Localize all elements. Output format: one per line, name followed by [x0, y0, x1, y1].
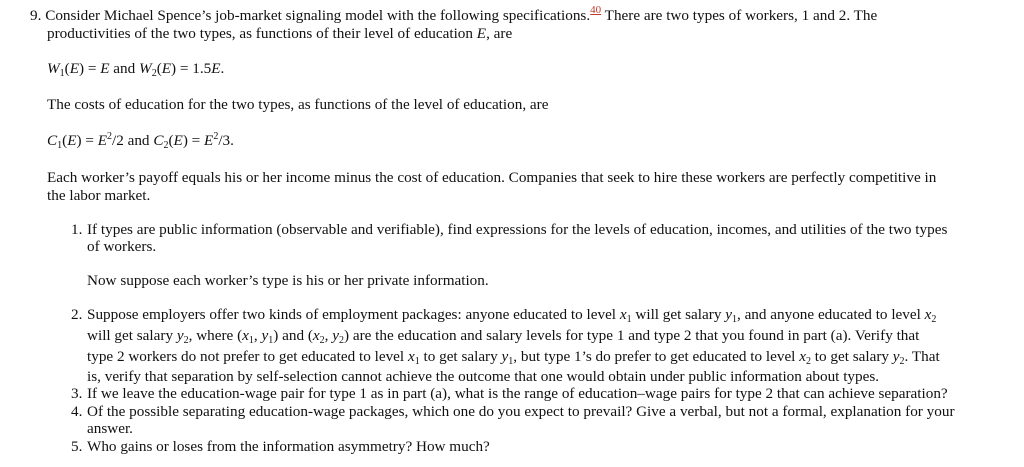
problem-intro: Consider Michael Spence’s job-market signaling model with the following specifications. — [45, 7, 591, 24]
productivity-equation — [47, 60, 224, 78]
q3-text: If we leave the education-wage pair for type 1 as in part (a), what is the range of education–wage pairs for type 2 that can achieve separation? — [87, 385, 948, 402]
q1-line-2: of workers. — [87, 238, 157, 255]
problem-intro-b: There are two types of workers, 1 and 2. The — [601, 7, 878, 24]
q2-line-1: Suppose employers offer two kinds of employment packages: anyone educated to level $x_1$ will get salary $y_1$, and anyone educated to level $x_2$ — [87, 306, 937, 325]
problem-line-2: productivities of the two types, as functions of their level of education E, are — [47, 25, 513, 42]
problem-number: 9. — [30, 7, 42, 24]
cost-eq-text: $C_1(E) = E^2/2$ and $C_2(E) = E^2/3$. — [47, 131, 234, 151]
private-info-text: Now suppose each worker’s type is his or her private information. — [87, 272, 489, 289]
q2-line-4: is, verify that separation by self-selection cannot achieve the outcome that one would obtain under public information about types. — [87, 368, 880, 385]
q4-number: 4. — [71, 403, 83, 420]
q5-text: Who gains or loses from the information asymmetry? How much? — [87, 438, 490, 455]
q4-line-1: Of the possible separating education-wage packages, which one do you expect to prevail? Give a verbal, but not a formal, explanation for your — [87, 403, 955, 420]
costs-text: The costs of education for the two types, as functions of the level of education, are — [47, 96, 549, 113]
productivity-eq-text: $W_1(E) = E$ and $W_2(E) = 1.5E$. — [47, 60, 225, 79]
q5-number: 5. — [71, 438, 83, 455]
q2-number: 2. — [71, 306, 83, 323]
footnote-link[interactable]: 40 — [590, 4, 602, 16]
q2-line-2: will get salary $y_2$, where ($x_1$, $y_1$) and ($x_2$, $y_2$) are the education and salary levels for type 1 and type 2 that you found in part (a). Verify that — [87, 327, 920, 346]
q1-line-1: If types are public information (observable and verifiable), find expressions for the levels of education, incomes, and utilities of the two types — [87, 221, 948, 238]
cost-equation — [47, 132, 234, 150]
q3-number: 3. — [71, 385, 83, 402]
problem-line-1 — [30, 4, 878, 25]
q2-line-3: type 2 workers do not prefer to get educated to level $x_1$ to get salary $y_1$, but type 1’s do prefer to get educated to level $x_2$ to get salary $y_2$. That — [87, 348, 940, 367]
payoff-line-2: the labor market. — [47, 187, 151, 204]
payoff-line-1: Each worker’s payoff equals his or her income minus the cost of education. Companies that seek to hire these workers are perfectly competitive in — [47, 169, 937, 186]
q1-number: 1. — [71, 221, 83, 238]
q4-line-2: answer. — [87, 420, 133, 437]
